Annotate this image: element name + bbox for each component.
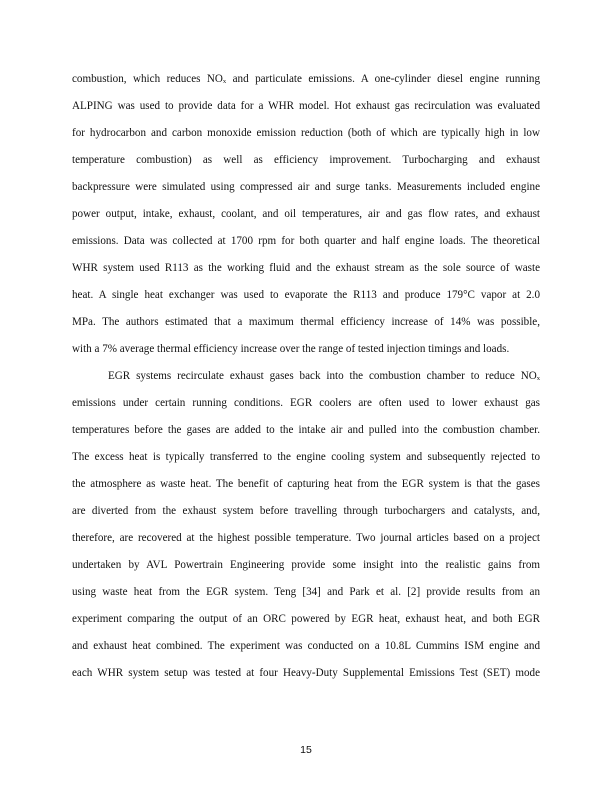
paragraph-1-line-11: with a 7% average thermal efficiency increase over the range of tested injection timings and loads. bbox=[72, 343, 510, 355]
paragraph-2-line-6: are diverted from the exhaust system before travelling through turbochargers and catalysts, and, bbox=[72, 505, 540, 517]
paragraph-1-line-10: MPa. The authors estimated that a maximum thermal efficiency increase of 14% was possible, bbox=[72, 316, 540, 328]
paragraph-1-line-8: WHR system used R113 as the working fluid and the exhaust stream as the sole source of waste bbox=[72, 262, 540, 274]
paragraph-1-line-3: for hydrocarbon and carbon monoxide emission reduction (both of which are typically high in low bbox=[72, 127, 540, 139]
paragraph-1-line-7: emissions. Data was collected at 1700 rpm for both quarter and half engine loads. The theoretical bbox=[72, 235, 540, 247]
paragraph-1-line-6: power output, intake, exhaust, coolant, and oil temperatures, air and gas flow rates, and exhaust bbox=[72, 208, 540, 220]
paragraph-1-line-1: combustion, which reduces NOₓ and particulate emissions. A one-cylinder diesel engine running bbox=[72, 73, 540, 85]
paragraph-2-line-9: using waste heat from the EGR system. Teng [34] and Park et al. [2] provide results from an bbox=[72, 586, 540, 598]
page-number: 15 bbox=[300, 744, 312, 756]
paragraph-2-line-7: therefore, are recovered at the highest possible temperature. Two journal articles based on a project bbox=[72, 532, 540, 544]
paragraph-2-line-8: undertaken by AVL Powertrain Engineering provide some insight into the realistic gains from bbox=[72, 559, 540, 571]
paragraph-1-line-4: temperature combustion) as well as efficiency improvement. Turbocharging and exhaust bbox=[72, 154, 540, 166]
paragraph-2-line-1: EGR systems recirculate exhaust gases back into the combustion chamber to reduce NOₓ bbox=[108, 370, 540, 382]
paragraph-1-line-5: backpressure were simulated using compressed air and surge tanks. Measurements included engine bbox=[72, 181, 540, 193]
paragraph-1-line-2: ALPING was used to provide data for a WHR model. Hot exhaust gas recirculation was evaluated bbox=[72, 100, 540, 112]
paragraph-2-line-11: and exhaust heat combined. The experiment was conducted on a 10.8L Cummins ISM engine and bbox=[72, 640, 540, 652]
paragraph-2-line-2: emissions under certain running conditions. EGR coolers are often used to lower exhaust gas bbox=[72, 397, 540, 409]
paragraph-1-line-9: heat. A single heat exchanger was used to evaporate the R113 and produce 179°C vapor at 2.0 bbox=[72, 289, 540, 301]
paragraph-2-line-5: the atmosphere as waste heat. The benefit of capturing heat from the EGR system is that the gases bbox=[72, 478, 540, 490]
paragraph-2-line-3: temperatures before the gases are added to the intake air and pulled into the combustion chamber. bbox=[72, 424, 540, 436]
paragraph-2-line-4: The excess heat is typically transferred to the engine cooling system and subsequently rejected to bbox=[72, 451, 540, 463]
paragraph-2-line-12: each WHR system setup was tested at four Heavy-Duty Supplemental Emissions Test (SET) mode bbox=[72, 667, 540, 679]
paragraph-2-line-10: experiment comparing the output of an ORC powered by EGR heat, exhaust heat, and both EGR bbox=[72, 613, 540, 625]
